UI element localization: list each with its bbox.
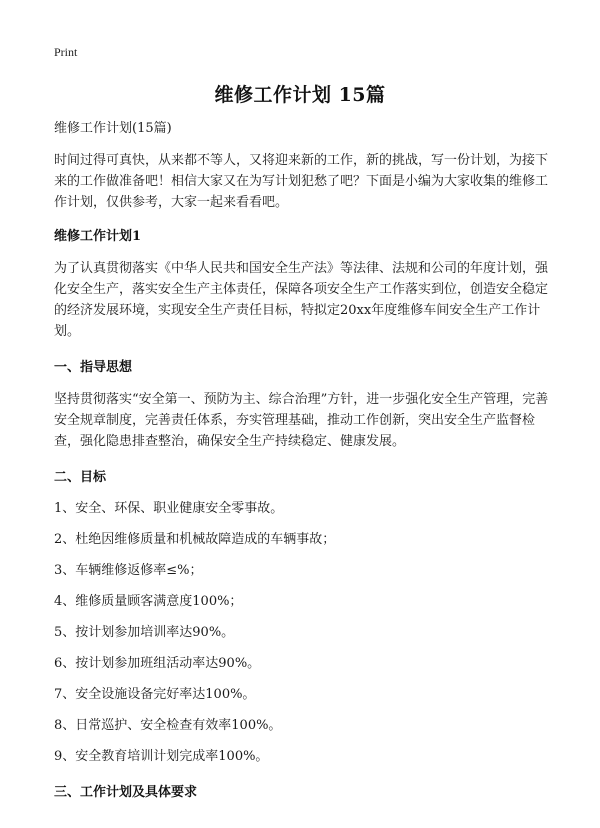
goal-item: 9、安全教育培训计划完成率100%。: [54, 749, 269, 764]
goal-item: 4、维修质量顾客满意度100%；: [54, 594, 243, 609]
goals-list: [54, 498, 550, 767]
goal-item: 7、安全设施设备完好率达100%。: [54, 687, 256, 702]
print-link[interactable]: Print: [54, 45, 78, 59]
plan-1-paragraph: 为了认真贯彻落实《中华人民共和国安全生产法》等法律、法规和公司的年度计划，强化安全生产，落实安全生产主体责任，保障各项安全生产工作落实到位，创造安全稳定的经济发展环境，实现安全生产责任目标，特拟定20xx年度维修车间安全生产工作计划。: [54, 261, 549, 339]
document-title: 维修工作计划 15篇: [214, 84, 386, 106]
section-heading-work-plan: 三、工作计划及具体要求: [54, 785, 198, 800]
section-heading-plan-1: 维修工作计划1: [54, 229, 142, 244]
section-heading-goals: 二、目标: [54, 470, 107, 485]
goal-item: 2、杜绝因维修质量和机械故障造成的车辆事故；: [54, 532, 336, 547]
goal-item: 3、车辆维修返修率≤%；: [54, 563, 203, 578]
intro-paragraph: 时间过得可真快，从来都不等人，又将迎来新的工作，新的挑战，写一份计划，为接下来的工作做准备吧！相信大家又在为写计划犯愁了吧？下面是小编为大家收集的维修工作计划，仅供参考，大家一起来看看吧。: [54, 153, 549, 210]
goal-item: 5、按计划参加培训率达90%。: [54, 625, 235, 640]
section-heading-guiding: 一、指导思想: [54, 360, 133, 375]
guiding-paragraph: 坚持贯彻落实“安全第一、预防为主、综合治理”方针，进一步强化安全生产管理，完善安全规章制度，完善责任体系，夯实管理基础，推动工作创新，突出安全生产监督检查，强化隐患排查整治，确保安全生产持续稳定、健康发展。: [54, 392, 549, 449]
document-body: [54, 118, 550, 803]
document-subtitle: 维修工作计划(15篇): [54, 121, 172, 136]
goal-item: 1、安全、环保、职业健康安全零事故。: [54, 501, 284, 516]
goal-item: 8、日常巡护、安全检查有效率100%。: [54, 718, 282, 733]
goal-item: 6、按计划参加班组活动率达90%。: [54, 656, 261, 671]
